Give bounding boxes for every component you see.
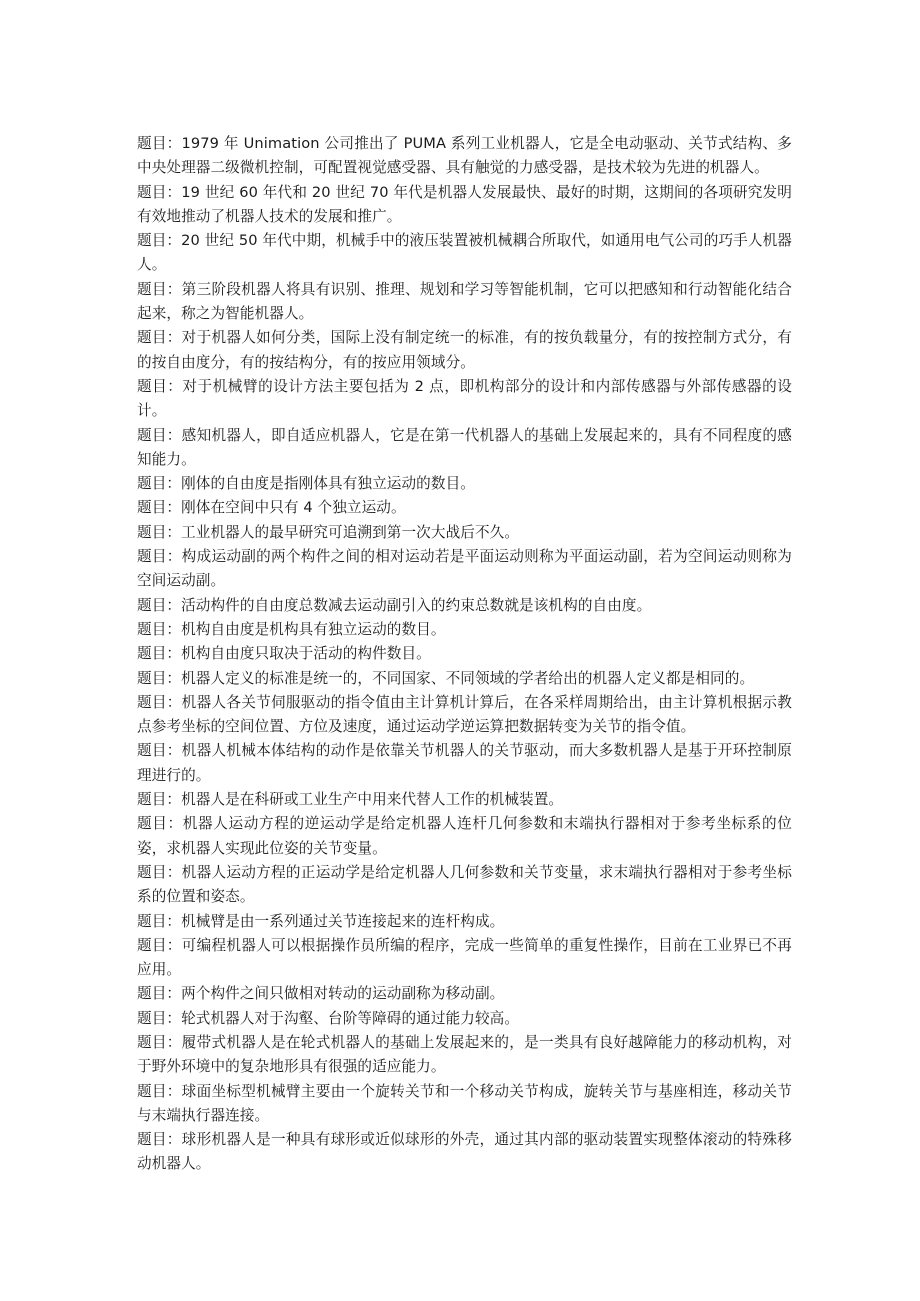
- question-item: 题目：机器人是在科研或工业生产中用来代替人工作的机械装置。: [137, 791, 564, 809]
- question-item: 题目：对于机器人如何分类，国际上没有制定统一的标准，有的按负载量分，有的按控制方式分，有的按自由度分，有的按结构分，有的按应用领域分。: [137, 329, 792, 371]
- question-item: 题目：构成运动副的两个构件之间的相对运动若是平面运动则称为平面运动副，若为空间运动则称为空间运动副。: [137, 548, 792, 590]
- question-item: 题目：机器人运动方程的正运动学是给定机器人几何参数和关节变量，求末端执行器相对于参考坐标系的位置和姿态。: [137, 863, 792, 906]
- question-item: 题目：感知机器人，即自适应机器人，它是在第一代机器人的基础上发展起来的，具有不同程度的感知能力。: [137, 426, 792, 468]
- question-item: 题目：机械臂是由一系列通过关节连接起来的连杆构成。: [137, 912, 505, 930]
- question-item: 题目：机器人定义的标准是统一的，不同国家、不同领域的学者给出的机器人定义都是相同的。: [137, 669, 755, 687]
- question-item: 题目：机器人机械本体结构的动作是依靠关节机器人的关节驱动，而大多数机器人是基于开环控制原理进行的。: [137, 742, 792, 784]
- question-item: 题目：1979 年 Unimation 公司推出了 PUMA 系列工业机器人，它是全电动驱动、关节式结构、多中央处理器二级微机控制，可配置视觉感受器、具有触觉的力感受器，是技术较为先进的机器人。: [137, 135, 792, 177]
- question-item: 题目：活动构件的自由度总数减去运动副引入的约束总数就是该机构的自由度。: [137, 596, 652, 614]
- question-item: 题目：机构自由度是机构具有独立运动的数目。: [137, 620, 446, 638]
- question-item: 题目：球面坐标型机械臂主要由一个旋转关节和一个移动关节构成，旋转关节与基座相连，移动关节与末端执行器连接。: [137, 1082, 792, 1124]
- question-item: 题目：刚体在空间中只有 4 个独立运动。: [137, 499, 406, 517]
- question-list: [137, 132, 792, 1177]
- question-item: 题目：工业机器人的最早研究可追溯到第一次大战后不久。: [137, 523, 520, 541]
- question-item: 题目：机构自由度只取决于活动的构件数目。: [137, 645, 431, 663]
- question-item: 题目：轮式机器人对于沟壑、台阶等障碍的通过能力较高。: [137, 1009, 520, 1027]
- question-item: 题目：20 世纪 50 年代中期，机械手中的液压装置被机械耦合所取代，如通用电气公司的巧手人机器人。: [137, 232, 792, 274]
- question-item: 题目：履带式机器人是在轮式机器人的基础上发展起来的，是一类具有良好越障能力的移动机构，对于野外环境中的复杂地形具有很强的适应能力。: [137, 1033, 792, 1076]
- question-item: 题目：两个构件之间只做相对转动的运动副称为移动副。: [137, 985, 505, 1003]
- question-item: 题目：球形机器人是一种具有球形或近似球形的外壳，通过其内部的驱动装置实现整体滚动的特殊移动机器人。: [137, 1131, 792, 1173]
- question-item: 题目：19 世纪 60 年代和 20 世纪 70 年代是机器人发展最快、最好的时期，这期间的各项研究发明有效地推动了机器人技术的发展和推广。: [137, 183, 792, 225]
- question-item: 题目：对于机械臂的设计方法主要包括为 2 点，即机构部分的设计和内部传感器与外部传感器的设计。: [137, 377, 792, 420]
- question-item: 题目：刚体的自由度是指刚体具有独立运动的数目。: [137, 475, 475, 493]
- question-item: 题目：可编程机器人可以根据操作员所编的程序，完成一些简单的重复性操作，目前在工业界已不再应用。: [137, 936, 792, 979]
- question-item: 题目：第三阶段机器人将具有识别、推理、规划和学习等智能机制，它可以把感知和行动智能化结合起来，称之为智能机器人。: [137, 280, 792, 323]
- question-item: 题目：机器人运动方程的逆运动学是给定机器人连杆几何参数和末端执行器相对于参考坐标系的位姿，求机器人实现此位姿的关节变量。: [137, 815, 792, 857]
- question-item: 题目：机器人各关节伺服驱动的指令值由主计算机计算后，在各采样周期给出，由主计算机根据示教点参考坐标的空间位置、方位及速度，通过运动学逆运算把数据转变为关节的指令值。: [137, 693, 792, 736]
